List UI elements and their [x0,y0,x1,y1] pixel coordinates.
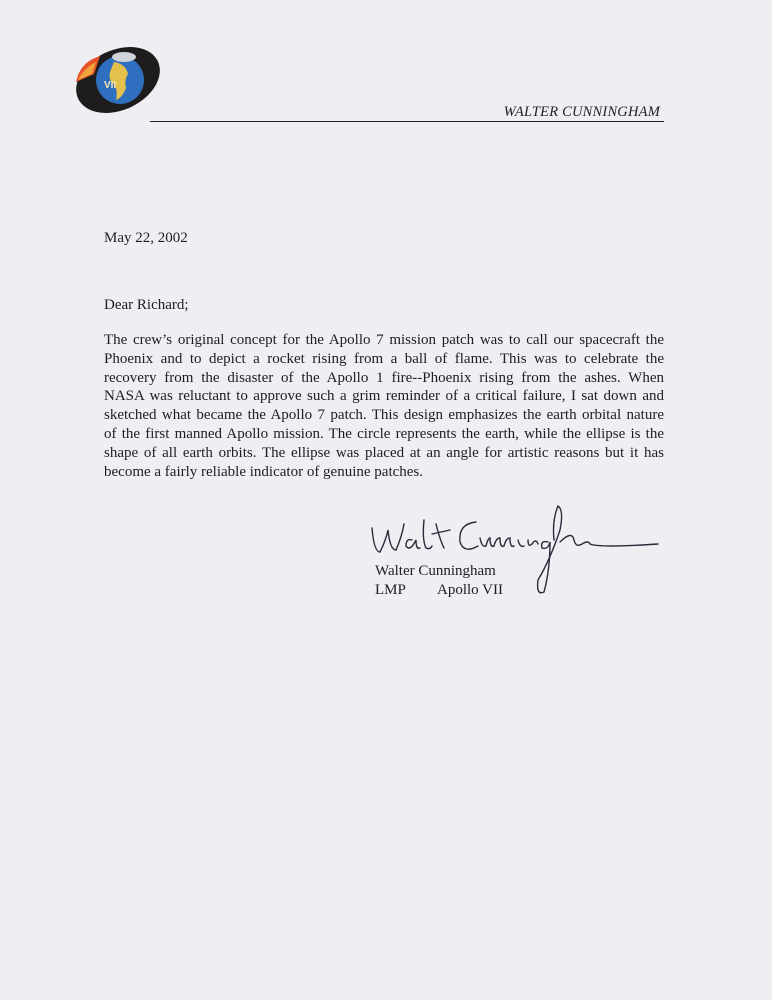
letter-date: May 22, 2002 [104,230,188,246]
body-line: sketched what became the Apollo 7 patch. This design emphasizes the earth orbital nature [104,407,664,424]
body-line: shape of all earth orbits. The ellipse was placed at an angle for artistic reasons but it has [104,444,664,461]
body-line: NASA was reluctant to approve such a grim reminder of a critical failure, I sat down and [104,388,664,405]
signer-title [375,582,503,599]
signer-name: Walter Cunningham [375,563,496,579]
body-line: of the first manned Apollo mission. The circle represents the earth, while the ellipse is the [104,425,664,442]
body-line: The crew’s original concept for the Apollo 7 mission patch was to call our spacecraft the [104,332,664,348]
letterhead-name: WALTER CUNNINGHAM [503,104,660,120]
signer-role: LMP [375,582,406,598]
svg-text:VII: VII [104,80,117,91]
apollo-7-patch-logo [70,40,166,118]
letter-body [104,331,664,481]
signer-mission: Apollo VII [437,582,503,598]
body-line: Phoenix and to depict a rocket rising from a ball of flame. This was to celebrate the [104,350,664,367]
body-line: become a fairly reliable indicator of genuine patches. [104,463,424,480]
letterhead-divider [150,121,664,122]
body-line: recovery from the disaster of the Apollo 1 fire--Phoenix rising from the ashes. When [104,369,664,386]
salutation: Dear Richard; [104,297,189,313]
